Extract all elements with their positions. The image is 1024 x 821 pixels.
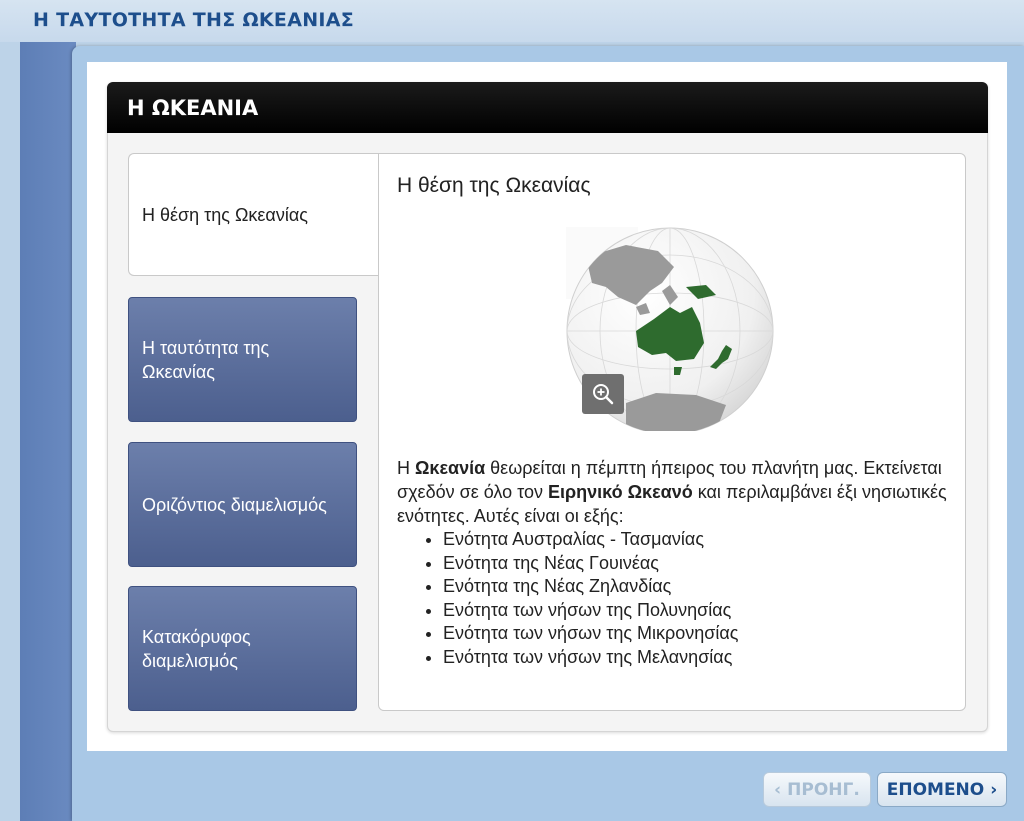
list-item: • Ενότητα της Νέας Γουινέας xyxy=(443,552,957,576)
list-item: • Ενότητα των νήσων της Πολυνησίας xyxy=(443,599,957,623)
regions-list xyxy=(397,528,957,670)
zoom-button[interactable] xyxy=(582,374,624,414)
tab-vertical-division[interactable] xyxy=(128,586,357,711)
card-title: Η ΩΚΕΑΝΙΑ xyxy=(127,96,259,120)
tab-vertical-division-label: Κατακόρυφος διαμελισμός xyxy=(142,626,251,671)
list-item: • Ενότητα Αυστραλίας - Τασμανίας xyxy=(443,528,957,552)
intro-bold-pacific: Ειρηνικό Ωκεανό xyxy=(548,482,693,502)
tab-identity[interactable] xyxy=(128,297,357,422)
next-button-label: ΕΠΟΜΕΝΟ xyxy=(886,779,985,800)
tab-identity-label: Η ταυτότητα της Ωκεανίας xyxy=(142,337,270,382)
previous-button[interactable] xyxy=(763,772,871,807)
zoom-in-icon xyxy=(582,374,624,414)
list-item: • Ενότητα της Νέας Ζηλανδίας xyxy=(443,575,957,599)
tab-join xyxy=(379,154,419,277)
intro-text-1: Η xyxy=(397,458,415,478)
content-heading: Η θέση της Ωκεανίας xyxy=(397,174,591,197)
tab-location-label: Η θέση της Ωκεανίας xyxy=(142,205,308,225)
intro-bold-oceania: Ωκεανία xyxy=(415,458,486,478)
list-item: • Ενότητα των νήσων της Μικρονησίας xyxy=(443,622,957,646)
left-strip xyxy=(20,42,76,821)
page-title: Η ΤΑΥΤΟΤΗΤΑ ΤΗΣ ΩΚΕΑΝΙΑΣ xyxy=(33,9,355,31)
tab-horizontal-division[interactable] xyxy=(128,442,357,567)
content-body xyxy=(397,456,957,670)
next-button[interactable] xyxy=(877,772,1007,807)
intro-text-3: και περιλαμβάνει έξι νησιωτικές ενότητες. Αυτές είναι οι εξής: xyxy=(397,482,947,526)
intro-paragraph xyxy=(397,456,957,528)
chevron-right-icon: › xyxy=(990,779,998,800)
chevron-left-icon: ‹ xyxy=(774,779,782,800)
tab-horizontal-division-label: Οριζόντιος διαμελισμός xyxy=(142,494,327,515)
intro-text-2: θεωρείται η πέμπτη ήπειρος του πλανήτη μας. Εκτείνεται σχεδόν σε όλο τον xyxy=(397,458,942,502)
previous-button-label: ΠΡΟΗΓ. xyxy=(787,779,860,800)
list-item: • Ενότητα των νήσων της Μελανησίας xyxy=(443,646,957,670)
